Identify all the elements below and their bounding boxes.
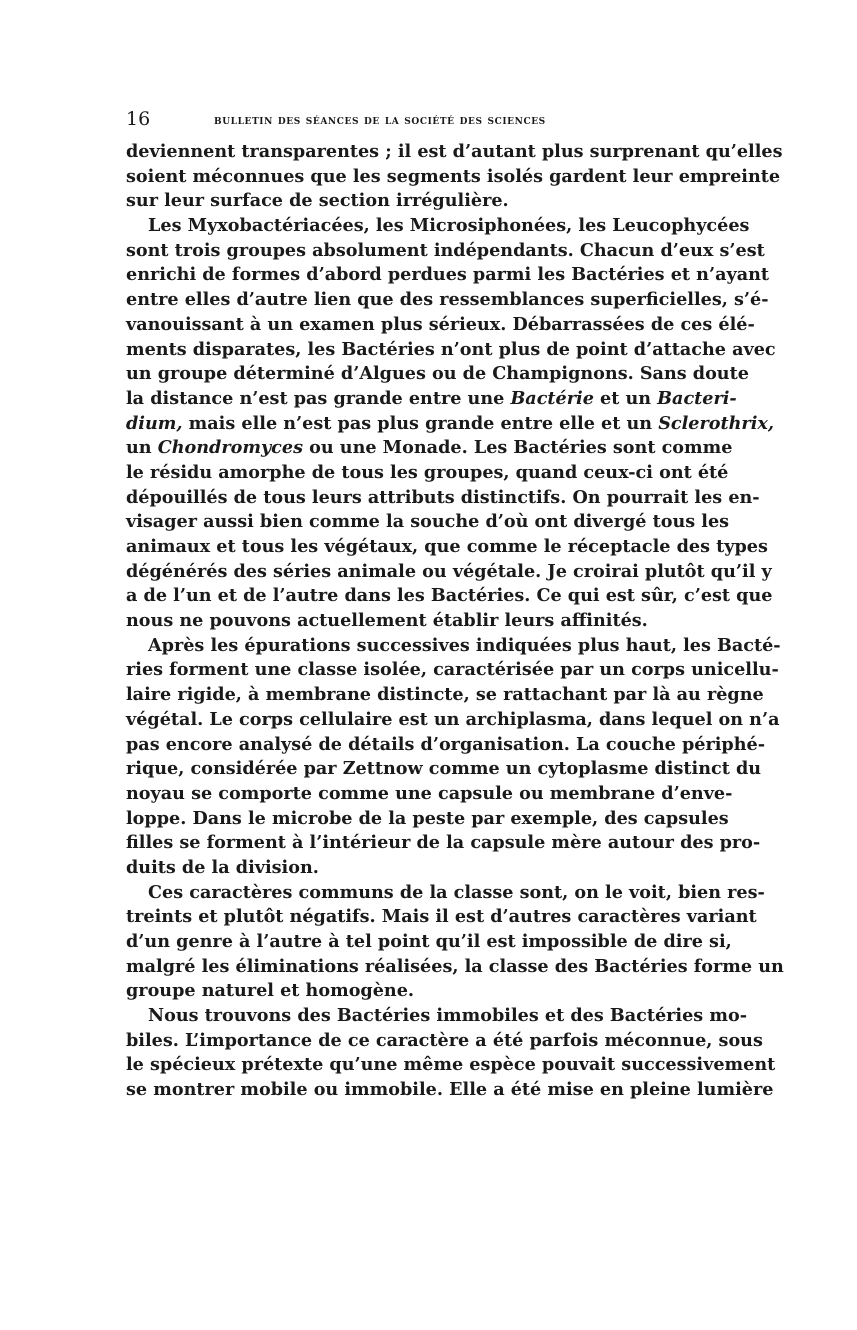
text-segment: la distance n’est pas grande entre une (126, 387, 511, 409)
text-line: un groupe déterminé d’Algues ou de Champignons. Sans doute (126, 363, 749, 385)
text-line: sont trois groupes absolument indépendants. Chacun d’eux s’est (126, 239, 765, 261)
italic-term: dium, (126, 412, 183, 434)
italic-term: Chondromyces (157, 437, 303, 459)
text-line: entre elles d’autre lien que des ressemblances superficielles, s’é- (126, 289, 769, 311)
text-line: laire rigide, à membrane distincte, se rattachant par là au règne (126, 684, 764, 706)
italic-term: Bacteri- (657, 387, 737, 409)
text-line: Après les épurations successives indiquées plus haut, les Bacté- (148, 634, 781, 656)
text-segment: et un (593, 387, 658, 409)
text-line: ments disparates, les Bactéries n’ont plus de point d’attache avec (126, 338, 776, 360)
text-line: végétal. Le corps cellulaire est un archiplasma, dans lequel on n’a (126, 708, 780, 730)
italic-term: Sclerothrix, (658, 412, 774, 434)
text-line: sur leur surface de section irrégulière. (126, 190, 509, 212)
text-line: animaux et tous les végétaux, que comme le réceptacle des types (126, 536, 768, 557)
text-line: pas encore analysé de détails d’organisation. La couche périphé- (126, 733, 766, 755)
text-line: deviennent transparentes ; il est d’autant plus surprenant qu’elles (126, 141, 783, 162)
running-head (126, 108, 726, 130)
text-line: duits de la division. (126, 856, 319, 878)
text-segment: un (126, 437, 158, 459)
text-line: dégénérés des séries animale ou végétale. Je croirai plutôt qu’il y (126, 560, 772, 582)
text-line: Les Myxobactériacées, les Microsiphonées, les Leucophycées (148, 215, 750, 237)
text-line: dépouillés de tous leurs attributs distinctifs. On pourrait les en- (126, 486, 760, 508)
text-line: loppe. Dans le microbe de la peste par exemple, des capsules (126, 807, 729, 829)
text-line: groupe naturel et homogène. (126, 980, 415, 1002)
text-line: filles se forment à l’intérieur de la capsule mère autour des pro- (126, 832, 761, 854)
text-segment: ou une Monade. Les Bactéries sont comme (303, 437, 733, 459)
text-line: treints et plutôt négatifs. Mais il est d’autres caractères variant (126, 906, 757, 928)
text-line: visager aussi bien comme la souche d’où ont divergé tous les (126, 511, 730, 533)
text-line: nous ne pouvons actuellement établir leurs affinités. (126, 610, 648, 632)
text-line (126, 436, 733, 461)
text-line: le spécieux prétexte qu’une même espèce pouvait successivement (126, 1054, 776, 1076)
text-line: vanouissant à un examen plus sérieux. Débarrassées de ces élé- (126, 313, 755, 335)
text-line: noyau se comporte comme une capsule ou membrane d’enve- (126, 782, 733, 804)
page-number: 16 (126, 108, 151, 130)
text-line: rique, considérée par Zettnow comme un cytoplasme distinct du (126, 758, 762, 780)
body-text (126, 140, 784, 1103)
text-line: ries forment une classe isolée, caractérisée par un corps unicellu- (126, 659, 779, 681)
italic-term: Bactérie (510, 387, 594, 409)
text-line (126, 412, 774, 437)
text-line: se montrer mobile ou immobile. Elle a été mise en pleine lumière (126, 1079, 774, 1101)
text-line: d’un genre à l’autre à tel point qu’il est impossible de dire si, (126, 931, 732, 952)
text-line (126, 387, 737, 412)
text-line: biles. L’importance de ce caractère a été parfois méconnue, sous (126, 1029, 763, 1051)
text-line: Nous trouvons des Bactéries immobiles et des Bactéries mo- (148, 1005, 747, 1027)
text-segment: mais elle n’est pas plus grande entre elle et un (182, 412, 659, 434)
text-line: le résidu amorphe de tous les groupes, quand ceux-ci ont été (126, 461, 729, 483)
text-line: a de l’un et de l’autre dans les Bactéries. Ce qui est sûr, c’est que (126, 585, 773, 607)
text-line: malgré les éliminations réalisées, la classe des Bactéries forme un (126, 955, 784, 977)
running-title: bulletin des séances de la société des sciences (214, 112, 546, 127)
text-line: Ces caractères communs de la classe sont, on le voit, bien res- (148, 881, 765, 903)
text-line: enrichi de formes d’abord perdues parmi les Bactéries et n’ayant (126, 264, 770, 286)
text-line: soient méconnues que les segments isolés gardent leur empreinte (126, 165, 781, 187)
